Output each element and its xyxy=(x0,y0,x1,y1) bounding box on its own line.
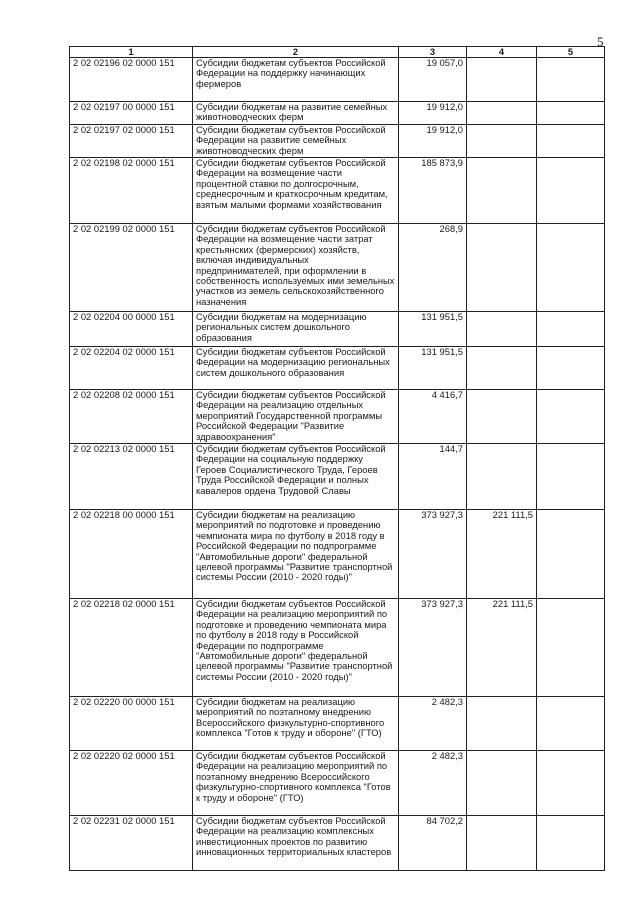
budget-code: 2 02 02204 02 0000 151 xyxy=(70,347,193,390)
amount-col4 xyxy=(467,697,537,751)
table-row xyxy=(70,58,605,102)
amount-col4 xyxy=(467,751,537,816)
header-row xyxy=(70,47,605,58)
amount-col4 xyxy=(467,102,537,125)
budget-code: 2 02 02196 02 0000 151 xyxy=(70,58,193,102)
table-row xyxy=(70,751,605,816)
budget-code: 2 02 02198 02 0000 151 xyxy=(70,158,193,224)
amount-col3: 2 482,3 xyxy=(399,751,467,816)
item-name: Субсидии бюджетам субъектов Российской Федерации на реализацию мероприятий по поэтапному внедрению Всероссийского физкультурно-спортивного комплекса "Готов к труду и обороне" (ГТО) xyxy=(193,751,399,816)
page-number: 5 xyxy=(597,34,604,49)
amount-col5 xyxy=(537,390,605,444)
amount-col5 xyxy=(537,697,605,751)
budget-code: 2 02 02220 02 0000 151 xyxy=(70,751,193,816)
amount-col4 xyxy=(467,58,537,102)
item-name: Субсидии бюджетам субъектов Российской Федерации на возмещение части процентной ставки по долгосрочным, среднесрочным и краткосрочным кредитам, взятым малыми формами хозяйствования xyxy=(193,158,399,224)
amount-col3: 131 951,5 xyxy=(399,347,467,390)
amount-col4 xyxy=(467,816,537,871)
amount-col5 xyxy=(537,510,605,599)
table-row xyxy=(70,158,605,224)
budget-table xyxy=(69,46,605,871)
amount-col5 xyxy=(537,102,605,125)
item-name: Субсидии бюджетам субъектов Российской Федерации на модернизацию региональных систем дошкольного образования xyxy=(193,347,399,390)
header-col-1: 1 xyxy=(70,47,193,58)
amount-col4 xyxy=(467,224,537,312)
amount-col4 xyxy=(467,125,537,158)
amount-col3: 131 951,5 xyxy=(399,312,467,347)
table-row xyxy=(70,510,605,599)
table-row xyxy=(70,125,605,158)
header-col-4: 4 xyxy=(467,47,537,58)
table-row xyxy=(70,224,605,312)
item-name: Субсидии бюджетам субъектов Российской Федерации на реализацию отдельных мероприятий Государственной программы Российской Федерации "Развитие здравоохранения" xyxy=(193,390,399,444)
table-row xyxy=(70,599,605,697)
amount-col4: 221 111,5 xyxy=(467,510,537,599)
table-row xyxy=(70,697,605,751)
item-name: Субсидии бюджетам субъектов Российской Федерации на возмещение части затрат крестьянских (фермерских) хозяйств, включая индивидуальных предпринимателей, при оформлении в собственность используемых ими земельных участков из земель сельскохозяйственного назначения xyxy=(193,224,399,312)
budget-code: 2 02 02197 02 0000 151 xyxy=(70,125,193,158)
amount-col3: 4 416,7 xyxy=(399,390,467,444)
amount-col3: 373 927,3 xyxy=(399,599,467,697)
amount-col4 xyxy=(467,390,537,444)
item-name: Субсидии бюджетам на модернизацию региональных систем дошкольного образования xyxy=(193,312,399,347)
amount-col3: 84 702,2 xyxy=(399,816,467,871)
amount-col3: 268,9 xyxy=(399,224,467,312)
amount-col5 xyxy=(537,224,605,312)
amount-col3: 19 912,0 xyxy=(399,102,467,125)
amount-col5 xyxy=(537,158,605,224)
amount-col3: 19 057,0 xyxy=(399,58,467,102)
budget-code: 2 02 02208 02 0000 151 xyxy=(70,390,193,444)
header-col-5: 5 xyxy=(537,47,605,58)
item-name: Субсидии бюджетам на развитие семейных животноводческих ферм xyxy=(193,102,399,125)
item-name: Субсидии бюджетам субъектов Российской Федерации на поддержку начинающих фермеров xyxy=(193,58,399,102)
amount-col5 xyxy=(537,444,605,510)
budget-code: 2 02 02218 00 0000 151 xyxy=(70,510,193,599)
amount-col5 xyxy=(537,816,605,871)
item-name: Субсидии бюджетам субъектов Российской Федерации на реализацию мероприятий по подготовке и проведению чемпионата мира по футболу в 2018 году в Российской Федерации по подпрограмме "Автомобильные дороги" федеральной целевой программы "Развитие транспортной системы России (2010 - 2020 годы)" xyxy=(193,599,399,697)
item-name: Субсидии бюджетам на реализацию мероприятий по подготовке и проведению чемпионата мира по футболу в 2018 году в Российской Федерации по подпрограмме "Автомобильные дороги" федеральной целевой программы "Развитие транспортной системы России (2010 - 2020 годы)" xyxy=(193,510,399,599)
budget-code: 2 02 02231 02 0000 151 xyxy=(70,816,193,871)
amount-col5 xyxy=(537,751,605,816)
table-row xyxy=(70,816,605,871)
item-name: Субсидии бюджетам на реализацию мероприятий по поэтапному внедрению Всероссийского физкультурно-спортивного комплекса "Готов к труду и обороне" (ГТО) xyxy=(193,697,399,751)
amount-col3: 2 482,3 xyxy=(399,697,467,751)
amount-col5 xyxy=(537,599,605,697)
table-row xyxy=(70,390,605,444)
amount-col5 xyxy=(537,58,605,102)
amount-col4: 221 111,5 xyxy=(467,599,537,697)
table-row xyxy=(70,444,605,510)
header-col-2: 2 xyxy=(193,47,399,58)
budget-code: 2 02 02199 02 0000 151 xyxy=(70,224,193,312)
amount-col5 xyxy=(537,312,605,347)
amount-col3: 19 912,0 xyxy=(399,125,467,158)
amount-col3: 144,7 xyxy=(399,444,467,510)
amount-col5 xyxy=(537,347,605,390)
amount-col4 xyxy=(467,312,537,347)
table-row xyxy=(70,312,605,347)
item-name: Субсидии бюджетам субъектов Российской Федерации на реализацию комплексных инвестиционных проектов по развитию инновационных территориальных кластеров xyxy=(193,816,399,871)
budget-code: 2 02 02218 02 0000 151 xyxy=(70,599,193,697)
amount-col3: 373 927,3 xyxy=(399,510,467,599)
amount-col4 xyxy=(467,347,537,390)
budget-code: 2 02 02197 00 0000 151 xyxy=(70,102,193,125)
table-row xyxy=(70,347,605,390)
amount-col5 xyxy=(537,125,605,158)
budget-code: 2 02 02220 00 0000 151 xyxy=(70,697,193,751)
budget-code: 2 02 02204 00 0000 151 xyxy=(70,312,193,347)
item-name: Субсидии бюджетам субъектов Российской Федерации на развитие семейных животноводческих ферм xyxy=(193,125,399,158)
amount-col4 xyxy=(467,158,537,224)
amount-col4 xyxy=(467,444,537,510)
amount-col3: 185 873,9 xyxy=(399,158,467,224)
header-col-3: 3 xyxy=(399,47,467,58)
table-row xyxy=(70,102,605,125)
item-name: Субсидии бюджетам субъектов Российской Федерации на социальную поддержку Героев Социалистического Труда, Героев Труда Российской Федерации и полных кавалеров ордена Трудовой Славы xyxy=(193,444,399,510)
budget-code: 2 02 02213 02 0000 151 xyxy=(70,444,193,510)
